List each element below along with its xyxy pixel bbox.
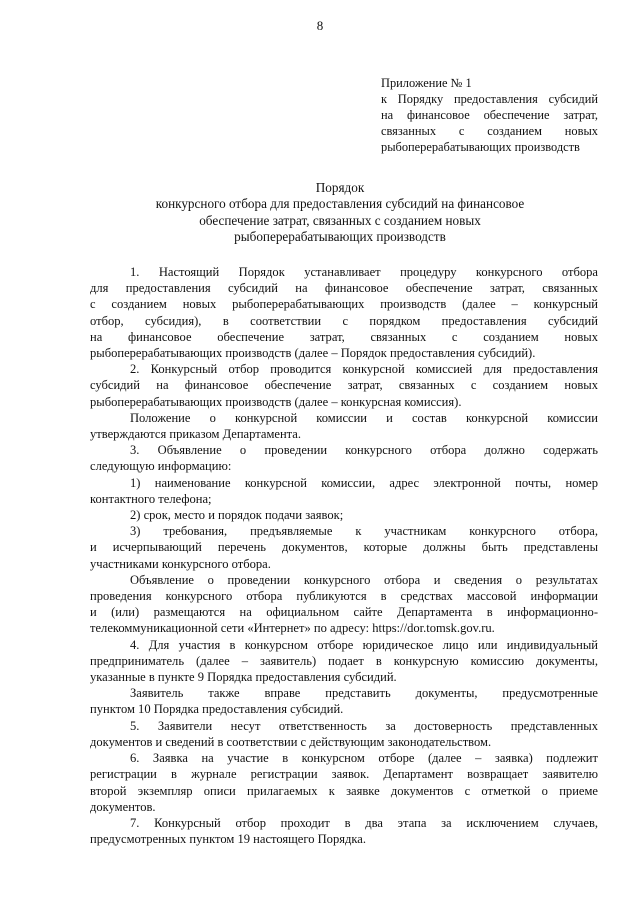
paragraph — [90, 718, 598, 750]
document-title — [90, 180, 590, 246]
paragraph-line: участниками конкурсного отбора. — [90, 556, 271, 571]
paragraph-line: предприниматель (далее – заявитель) подает в конкурсную комиссию документы, — [90, 653, 598, 668]
paragraph-line: рыбоперерабатывающих производств (далее – Порядок предоставления субсидий). — [90, 346, 536, 361]
paragraph-line: 5. Заявители несут ответственность за достоверность представленных — [130, 718, 598, 733]
paragraph-line: контактного телефона; — [90, 491, 212, 506]
paragraph — [90, 475, 598, 507]
paragraph-line: и исчерпывающий перечень документов, которые должны быть представлены — [90, 540, 598, 555]
appendix-line: Приложение № 1 — [381, 76, 472, 90]
paragraph-line: 3. Объявление о проведении конкурсного отбора должно содержать — [130, 443, 598, 458]
appendix-line: на финансовое обеспечение затрат, — [381, 108, 598, 122]
paragraph — [90, 264, 598, 361]
paragraph-line: для предоставления субсидий на финансовое обеспечение затрат, связанных — [90, 281, 598, 296]
page-number: 8 — [316, 18, 324, 33]
paragraph-line: 6. Заявка на участие в конкурсном отборе (далее – заявка) подлежит — [130, 751, 598, 766]
paragraph-line: 1. Настоящий Порядок устанавливает процедуру конкурсного отбора — [130, 265, 598, 279]
paragraph-line: субсидий на финансовое обеспечение затрат, связанных с созданием новых — [90, 378, 598, 393]
paragraph-line: Заявитель также вправе представить документы, предусмотренные — [130, 686, 598, 701]
paragraph-line: отбор, субсидия), в соответствии с порядком предоставления субсидий — [90, 313, 598, 328]
title-line: обеспечение затрат, связанных с созданием новых — [199, 212, 481, 228]
paragraph-line: 7. Конкурсный отбор проходит в два этапа за исключением случаев, — [130, 815, 598, 830]
title-line: Порядок — [315, 180, 365, 195]
paragraph-line: 2) срок, место и порядок подачи заявок; — [130, 508, 344, 523]
paragraph-line: документов и сведений в соответствии с действующим законодательством. — [90, 734, 492, 749]
paragraph-line: предусмотренных пунктом 19 настоящего Порядка. — [90, 832, 366, 847]
paragraph-line: и (или) размещаются на официальном сайте Департамента в информационно- — [90, 605, 598, 620]
paragraph-line: проведения конкурсного отбора публикуются в средствах массовой информации — [90, 589, 598, 604]
paragraph — [90, 750, 598, 815]
paragraph-line: указанные в пункте 9 Порядка предоставления субсидий. — [90, 670, 397, 685]
appendix-line: связанных с созданием новых — [381, 124, 598, 138]
title-line: рыбоперерабатывающих производств — [234, 229, 446, 245]
paragraph-line: 2. Конкурсный отбор проводится конкурсной комиссией для предоставления — [130, 362, 598, 377]
paragraph-line: Положение о конкурсной комиссии и состав конкурсной комиссии — [130, 410, 598, 425]
paragraph — [90, 523, 598, 572]
paragraph-line: утверждаются приказом Департамента. — [90, 427, 302, 442]
paragraph — [90, 361, 598, 410]
paragraph-line: 4. Для участия в конкурсном отборе юридическое лицо или индивидуальный — [130, 637, 598, 652]
appendix-line: к Порядку предоставления субсидий — [381, 92, 598, 106]
appendix-header — [381, 75, 598, 155]
document-body — [90, 264, 598, 847]
paragraph-line: следующую информацию: — [90, 459, 232, 474]
paragraph-line: документов. — [90, 799, 156, 814]
paragraph-line: регистрации в журнале регистрации заявок. Департамент возвращает заявителю — [90, 767, 598, 782]
paragraph-line: с созданием новых рыбоперерабатывающих производств (далее – конкурсный — [90, 297, 598, 312]
paragraph-line: пунктом 10 Порядка предоставления субсидий. — [90, 702, 344, 717]
paragraph — [90, 637, 598, 686]
paragraph-line: телекоммуникационной сети «Интернет» по адресу: https://dor.tomsk.gov.ru. — [90, 621, 495, 636]
paragraph — [90, 572, 598, 637]
paragraph — [90, 410, 598, 442]
paragraph-line: 3) требования, предъявляемые к участникам конкурсного отбора, — [130, 524, 598, 539]
paragraph-line: на финансовое обеспечение затрат, связанных с созданием новых — [90, 329, 598, 344]
paragraph-line: 1) наименование конкурсной комиссии, адрес электронной почты, номер — [130, 475, 598, 490]
paragraph — [90, 442, 598, 474]
title-line: конкурсного отбора для предоставления субсидий на финансовое — [155, 196, 525, 212]
appendix-line: рыбоперерабатывающих производств — [381, 140, 580, 154]
paragraph-line: второй экземпляр описи прилагаемых к заявке документов с отметкой о приеме — [90, 783, 598, 798]
paragraph — [90, 815, 598, 847]
paragraph — [90, 685, 598, 717]
paragraph-line: рыбоперерабатывающих производств (далее – конкурсная комиссия). — [90, 394, 462, 409]
paragraph — [90, 507, 598, 523]
paragraph-line: Объявление о проведении конкурсного отбора и сведения о результатах — [130, 572, 598, 587]
